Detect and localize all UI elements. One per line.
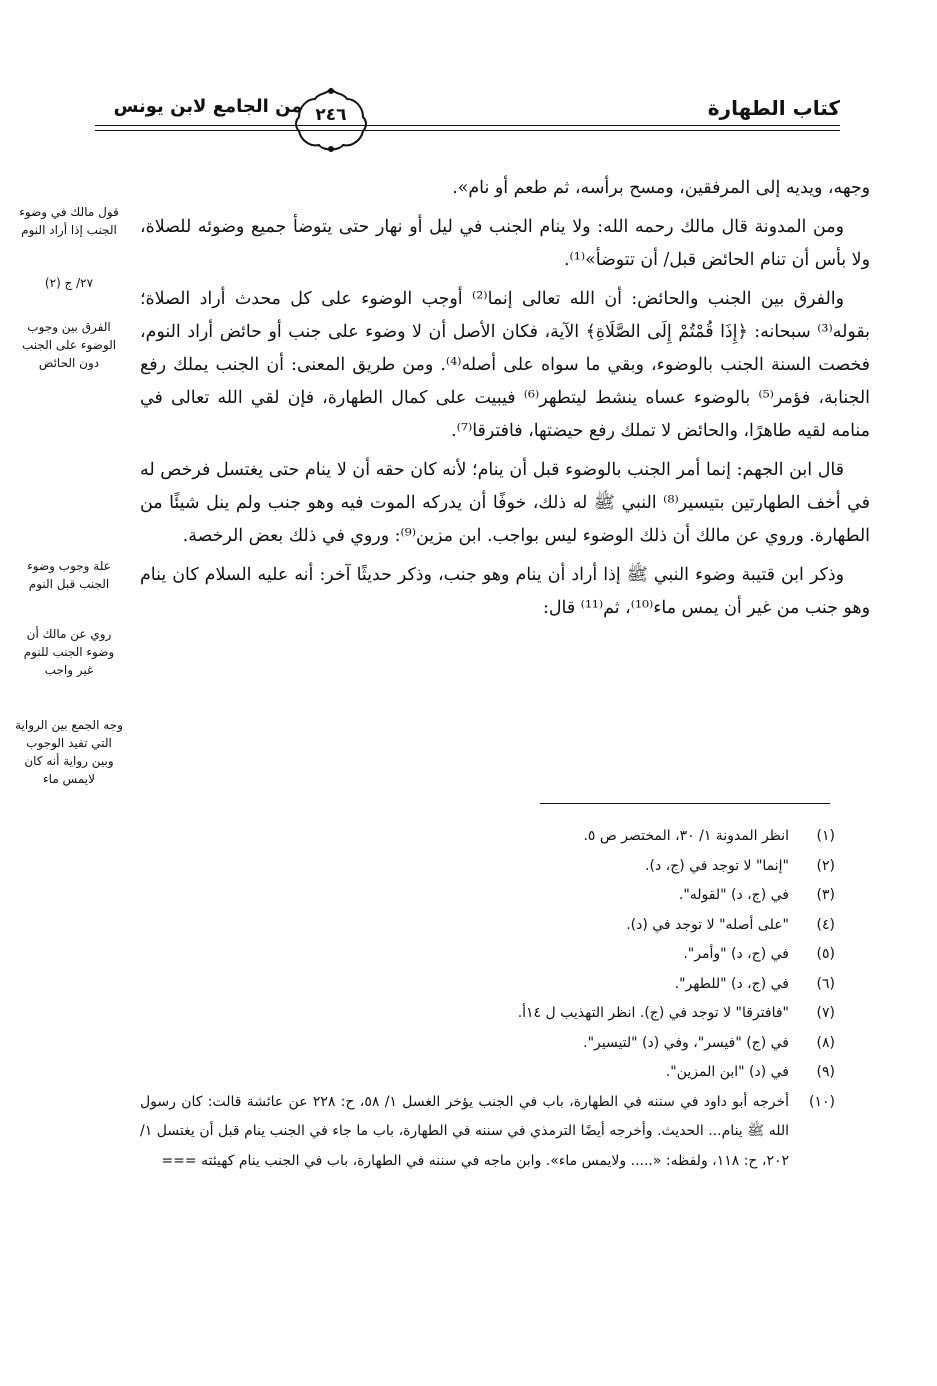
footnote-text: انظر المدونة ١/ ٣٠، المختصر ص ٥. [583, 828, 789, 844]
footnote-text: في (ج، د) "لقوله". [678, 887, 789, 903]
footnote [140, 911, 835, 941]
footnote-separator [540, 803, 830, 804]
paragraph: والفرق بين الجنب والحائض: أن الله تعالى إنما⁽²⁾ أوجب الوضوء على كل محدث أراد الصلاة؛ بقوله⁽³⁾ سبحانه: ﴿إِذَا قُمْتُمْ إِلَى الصَّلَاةِ﴾ الآية، فكان الأصل أن لا وضوء على جنب أو حائض أراد النوم، فخصت السنة الجنب بالوضوء، وبقي ما سواه على أصله⁽⁴⁾. ومن طريق المعنى: أن الجنب يملك رفع الجنابة، فؤمر⁽⁵⁾ بالوضوء عساه ينشط ليتطهر⁽⁶⁾ فيبيت على كمال الطهارة، فإن لقي الله تعالى في منامه لقيه طاهرًا، والحائض لا تملك رفع حيضتها، فافترقا⁽⁷⁾. [140, 289, 871, 441]
chapter-title: كتاب الطهارة [707, 96, 840, 120]
footnote [140, 852, 835, 882]
footnote [140, 940, 835, 970]
header-rule-bottom [95, 130, 840, 131]
page-number: ٢٤٦ [315, 105, 347, 125]
footnote-number: (٦) [816, 975, 835, 992]
footnote-number: (٧) [816, 1005, 835, 1021]
footnote-text: أخرجه أبو داود في سننه في الطهارة، باب في الجنب يؤخر الغسل ١/ ٥٨، ح: ٢٢٨ عن عائشة قالت: كان رسول الله ﷺ ينام... الحديث. وأخرجه أيضًا الترمذي في سننه في الطهارة، باب ما جاء في الجنب ينام قبل أن يغتسل ١/ ٢٠٢، ح: ١١٨، ولفظه: «..... ولايمس ماء». وابن ماجه في سننه في الطهارة، باب في الجنب ينام كهيئته === [140, 1093, 789, 1169]
footnote [140, 999, 835, 1029]
footnote-text: في (ج، د) "وأمر". [683, 946, 789, 962]
footnote-number: (٩) [816, 1064, 835, 1080]
paragraph: وذكر ابن قتيبة وضوء النبي ﷺ إذا أراد أن ينام وهو جنب، وذكر حديثًا آخر: أنه عليه السلام كان ينام وهو جنب من غير أن يمس ماء⁽¹⁰⁾، ثم⁽¹¹⁾ قال: [140, 565, 870, 618]
side-note: روي عن مالك أن وضوء الجنب للنوم غير واجب [23, 627, 115, 677]
footnote-text: "إنما" لا توجد في (ج، د). [645, 857, 789, 874]
footnote [140, 970, 835, 1000]
paragraph: قال ابن الجهم: إنما أمر الجنب بالوضوء قبل أن ينام؛ لأنه كان حقه أن لا ينام حتى يغتسل فرخص له في أخف الطهارتين بتيسير⁽⁸⁾ النبي ﷺ له ذلك، خوفًا أن يدركه الموت فيه وهو جنب ولم ينل شيئًا من الطهارة. وروي عن مالك أن ذلك الوضوء ليس بواجب. ابن مزين⁽⁹⁾: وروي في ذلك بعض الرخصة. [140, 460, 870, 546]
footnote-number: (١) [816, 828, 835, 844]
footnote-number: (١٠) [809, 1093, 835, 1110]
footnote [140, 822, 835, 852]
footnote-number: (٤) [816, 916, 835, 933]
footnote-number: (٣) [816, 887, 835, 903]
footnote-text: في (ج) "فيسر"، وفي (د) "لتيسير". [583, 1034, 789, 1051]
side-note: علة وجوب وضوء الجنب قبل النوم [27, 559, 111, 591]
paragraph: ومن المدونة قال مالك رحمه الله: ولا ينام الجنب في ليل أو نهار حتى يتوضأ جميع وضوئه للصلاة، ولا بأس أن تنام الحائض قبل/ أن تتوضأ»⁽¹⁾. [140, 217, 870, 270]
header-rule-top [95, 125, 840, 126]
footnote [140, 1058, 835, 1088]
manuscript-folio-marker: ٢٧/ ج (٢) [44, 276, 94, 290]
footnote [140, 1029, 835, 1059]
main-text [140, 172, 870, 631]
side-note: وجه الجمع بين الرواية التي تفيد الوجوب وبين رواية أنه كان لايمس ماء [15, 718, 123, 786]
footnote-number: (٨) [816, 1034, 835, 1051]
footnote-number: (٢) [816, 857, 835, 874]
footnote [140, 1088, 835, 1177]
footnote [140, 881, 835, 911]
side-note: الفرق بين وجوب الوضوء على الجنب دون الحائض [21, 320, 117, 370]
side-note: قول مالك في وضوء الجنب إذا أراد النوم [19, 205, 119, 237]
footnote-text: في (د) "ابن المزين". [665, 1064, 789, 1080]
footnote-text: "على أصله" لا توجد في (د). [626, 916, 789, 933]
book-title: من الجامع لابن يونس [113, 96, 303, 117]
footnote-number: (٥) [816, 946, 835, 962]
footnote-text: في (ج، د) "للطهر". [674, 975, 789, 992]
paragraph: وجهه، ويديه إلى المرفقين، ومسح برأسه، ثم طعم أو نام». [452, 178, 870, 198]
footnotes [140, 822, 835, 1176]
footnote-text: "فافترقا" لا توجد في (ج). انظر التهذيب ل ١٤أ. [517, 1005, 789, 1021]
